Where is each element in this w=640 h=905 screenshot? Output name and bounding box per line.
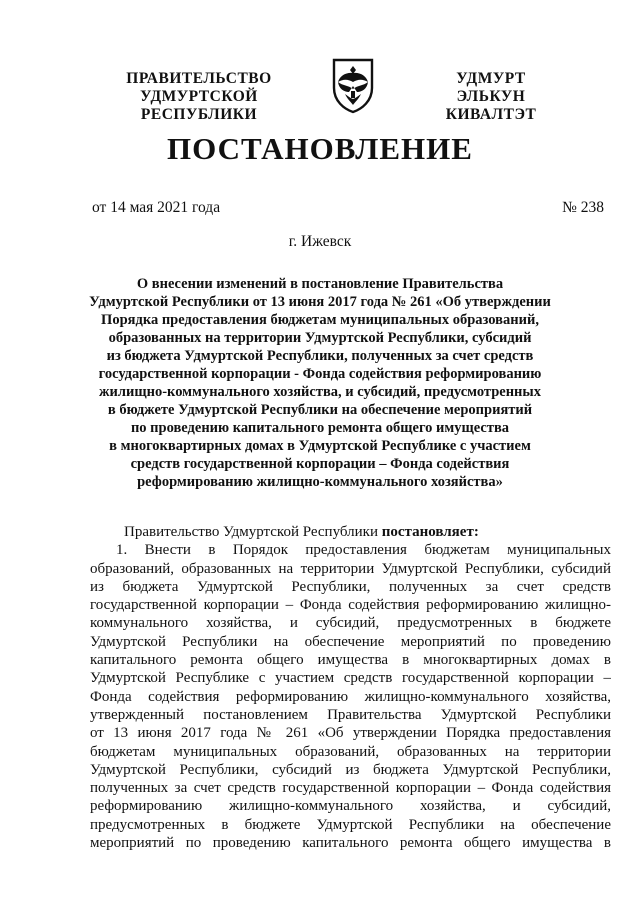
subject-line: средств государственной корпорации – Фонда содействия [130, 456, 510, 472]
intro-text: Правительство Удмуртской Республики [124, 524, 378, 540]
subject-line: в многоквартирных домах в Удмуртской Республике с участием [109, 438, 531, 454]
subject-line: О внесении изменений в постановление Правительства [136, 276, 504, 292]
government-name-line: ПРАВИТЕЛЬСТВО [126, 70, 272, 87]
body-line: Удмуртской Республики, субсидий из бюджета Удмуртской Республики, [90, 761, 611, 778]
subject-line: государственной корпорации - Фонда содействия реформированию [98, 366, 542, 382]
body-line: утвержденный постановлением Правительства Удмуртской Республики [90, 706, 611, 723]
government-name-udmurt [420, 70, 562, 124]
body-line: полученных за счет средств государственной корпорации – Фонда содействия [90, 780, 611, 797]
government-name-line: КИВАЛТЭТ [445, 106, 537, 123]
government-name-line: УДМУРТСКОЙ РЕСПУБЛИКИ [140, 88, 258, 123]
body-line: Фонда содействия реформированию жилищно-коммунального хозяйства, [90, 688, 611, 705]
body-line: коммунального хозяйства, и субсидий, предусмотренных в бюджете [90, 615, 611, 632]
government-name-line: УДМУРТ ЭЛЬКУН [456, 70, 526, 105]
subject-line: реформированию жилищно-коммунального хозяйства» [137, 474, 503, 490]
document-title: ПОСТАНОВЛЕНИЕ [167, 131, 473, 166]
government-name-russian [88, 70, 310, 124]
subject-line: Порядка предоставления бюджетам муниципальных образований, [101, 312, 539, 328]
body-line: 1. Внести в Порядок предоставления бюджетам муниципальных [116, 542, 611, 559]
intro-paragraph [90, 523, 611, 541]
body-line: образований, образованных на территории Удмуртской Республики, субсидий [90, 560, 611, 577]
body-line: государственной корпорации – Фонда содействия реформированию жилищно- [90, 597, 611, 614]
body-line: Удмуртской Республики на обеспечение мероприятий по проведению [90, 633, 611, 650]
subject-line: в бюджете Удмуртской Республики на обеспечение мероприятий [107, 402, 533, 418]
subject-line: жилищно-коммунального хозяйства, и субсидий, предусмотренных [99, 384, 541, 400]
body-line: капитального ремонта общего имущества в многоквартирных домах в [90, 652, 611, 669]
subject-line: по проведению капитального ремонта общего имущества [130, 420, 510, 436]
body-line: бюджетам муниципальных образований, образованных на территории [90, 743, 611, 760]
document-city: г. Ижевск [288, 233, 352, 250]
document-date: от 14 мая 2021 года [92, 199, 221, 216]
body-line: реформированию жилищно-коммунального хозяйства, и субсидий, [90, 798, 611, 815]
subject-line: образованных на территории Удмуртской Республики, субсидий [108, 330, 532, 346]
body-line: Удмуртской Республике с участием средств государственной корпорации – [90, 670, 611, 687]
subject-line: из бюджета Удмуртской Республики, полученных за счет средств [106, 348, 534, 364]
document-number: № 238 [562, 199, 604, 216]
subject-line: Удмуртской Республики от 13 июня 2017 года № 261 «Об утверждении [89, 294, 551, 310]
body-line: из бюджета Удмуртской Республики, полученных за счет средств [90, 578, 611, 595]
body-line: мероприятий по проведению капитального ремонта общего имущества в [90, 835, 611, 852]
body-line: от 13 июня 2017 года № 261 «Об утверждении Порядка предоставления [90, 725, 611, 742]
document-subject [80, 275, 560, 491]
document-body [90, 523, 611, 852]
intro-verb: постановляет: [381, 524, 479, 540]
body-line: предусмотренных в бюджете Удмуртской Республики на обеспечение [90, 816, 611, 833]
coat-of-arms-icon [331, 58, 375, 114]
